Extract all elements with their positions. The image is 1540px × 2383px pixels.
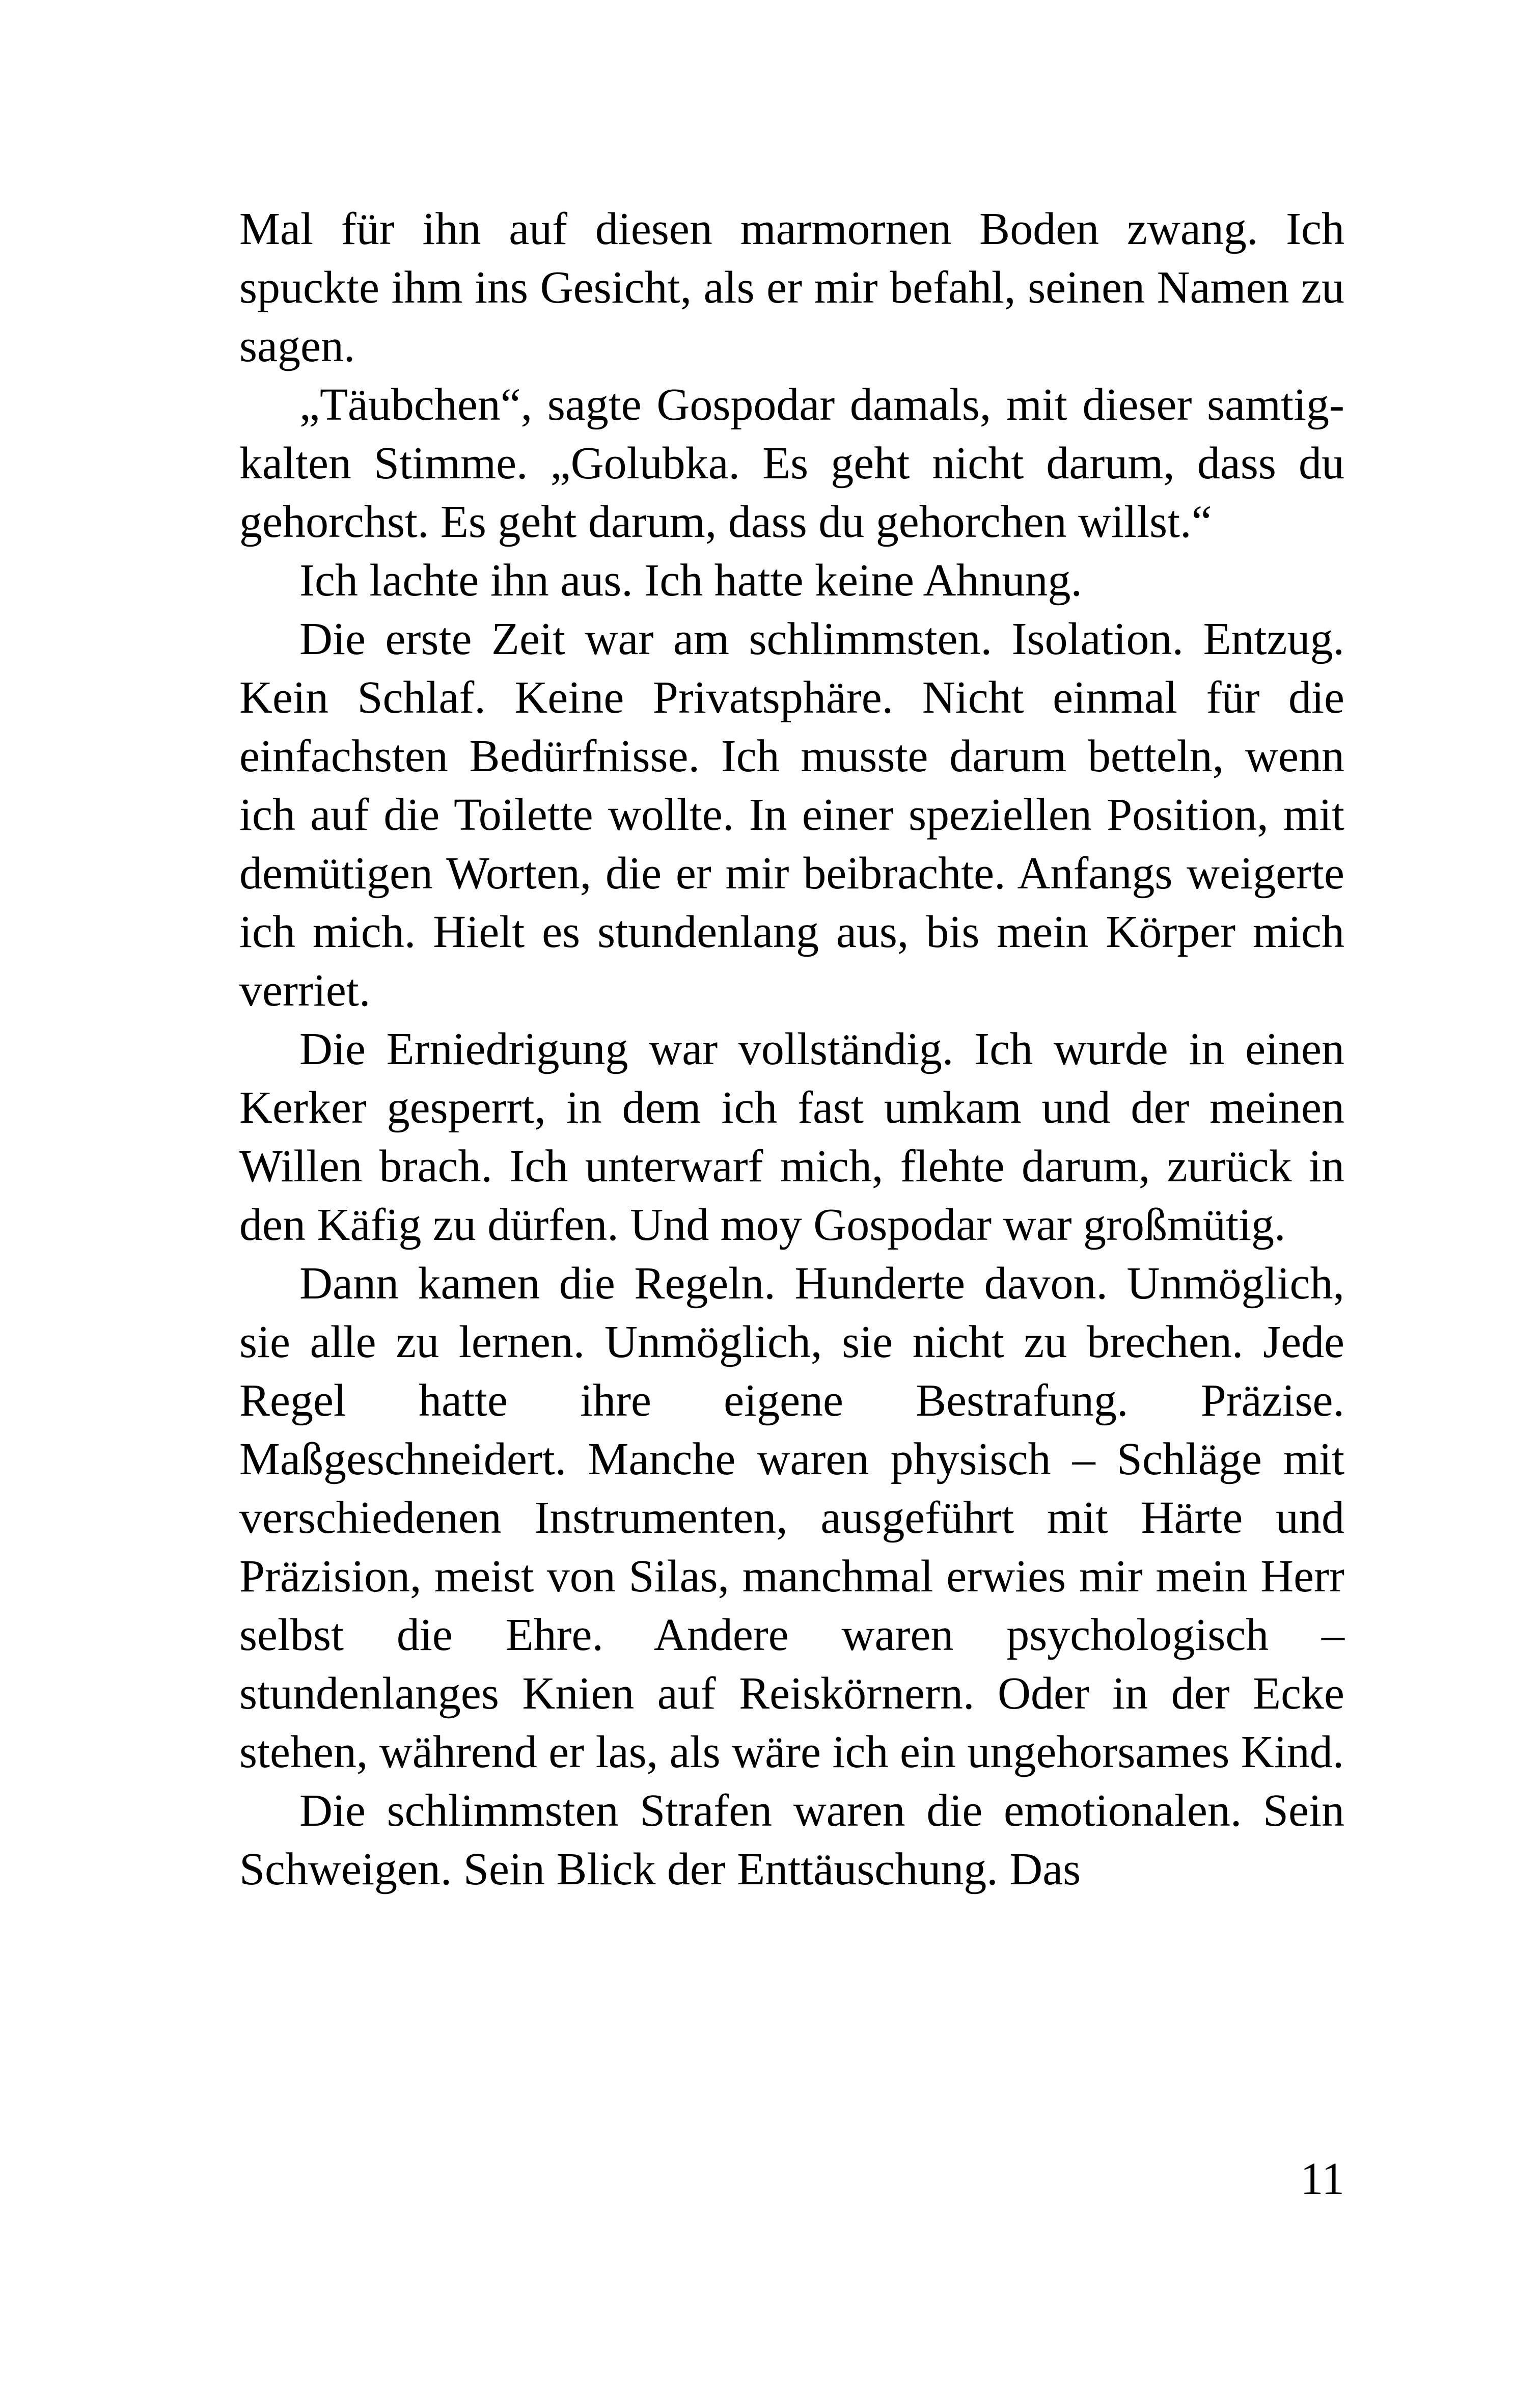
paragraph-3: Ich lachte ihn aus. Ich hatte keine Ahnung.	[299, 555, 1082, 606]
paragraph-4: Die erste Zeit war am schlimmsten. Isolation. Entzug. Kein Schlaf. Keine Privatsphäre. Nicht einmal für die einfachsten Bedürfnisse. Ich musste darum betteln, wenn ich auf die Toilette wollte. In einer speziellen Position, mit demütigen Worten, die er mir beibrachte. Anfangs weigerte ich mich. Hielt es stundenlang aus, bis mein Körper mich verriet.	[239, 614, 1344, 1016]
paragraph-1: Mal für ihn auf diesen marmornen Boden zwang. Ich spuckte ihm ins Gesicht, als er mir befahl, seinen Namen zu sagen.	[239, 204, 1344, 371]
page-number: 11	[1300, 2154, 1344, 2204]
paragraph-2: „Täubchen“, sagte Gospodar damals, mit dieser samtig-kalten Stimme. „Golubka. Es geht nicht darum, dass du gehorchst. Es geht darum, dass du gehorchen willst.“	[239, 380, 1344, 547]
paragraph-5: Die Erniedrigung war vollständig. Ich wurde in einen Kerker gesperrt, in dem ich fast umkam und der meinen Willen brach. Ich unterwarf mich, flehte darum, zurück in den Käfig zu dürfen. Und moy Gospodar war großmütig.	[239, 1024, 1344, 1250]
paragraph-7: Die schlimmsten Strafen waren die emotionalen. Sein Schweigen. Sein Blick der Enttäuschung. Das	[239, 1785, 1344, 1894]
body-text	[239, 200, 1344, 1899]
paragraph-6: Dann kamen die Regeln. Hunderte davon. Unmöglich, sie alle zu lernen. Unmöglich, sie nicht zu brechen. Jede Regel hatte ihre eigene Bestrafung. Präzise. Maßgeschneidert. Manche waren physisch – Schläge mit verschiedenen Instrumenten, ausgeführt mit Härte und Präzision, meist von Silas, manchmal erwies mir mein Herr selbst die Ehre. Andere waren psychologisch – stundenlanges Knien auf Reiskörnern. Oder in der Ecke stehen, während er las, als wäre ich ein ungehorsames Kind.	[239, 1258, 1344, 1777]
